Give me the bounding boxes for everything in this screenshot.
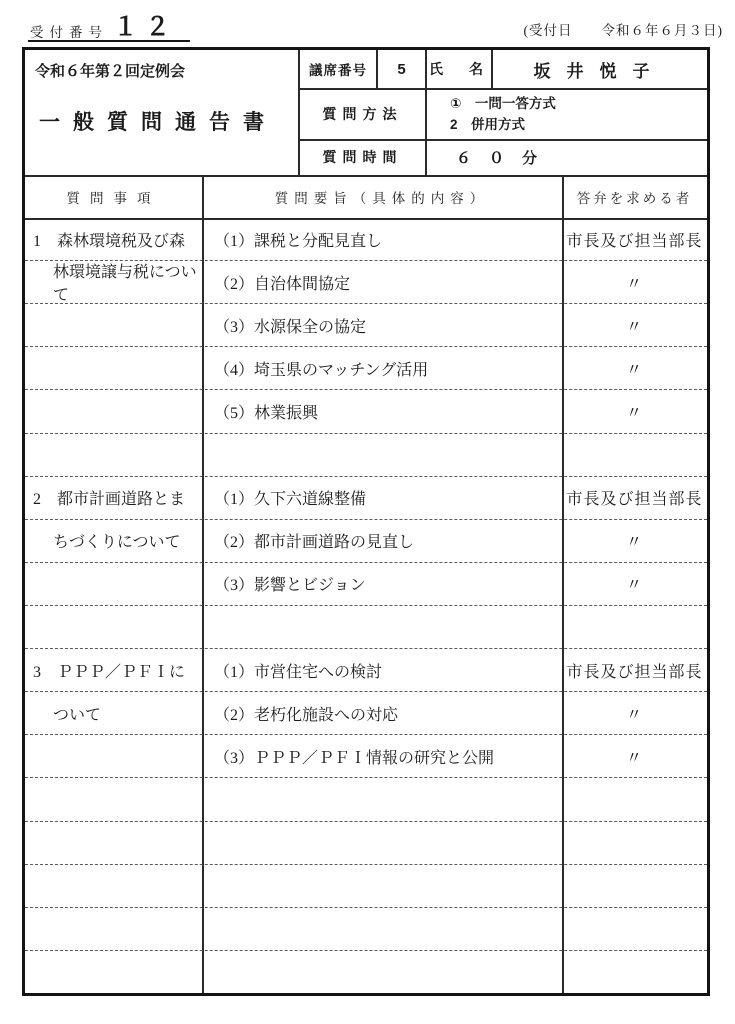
item-cell [25, 606, 202, 648]
table-row [25, 476, 707, 519]
answerer-cell [562, 822, 707, 864]
item-cell [25, 865, 202, 907]
receipt-date: (受付日 令和６年６月３日) [523, 23, 723, 38]
item-cell [25, 778, 202, 820]
answerer-cell [562, 951, 707, 993]
summary-cell [202, 908, 562, 950]
item-cell: ちづくりについて [53, 534, 181, 552]
summary-cell [202, 434, 562, 476]
answerer-cell: 〃 [625, 275, 643, 293]
answerer-cell [562, 606, 707, 648]
table-row [25, 907, 707, 950]
summary-cell: （1）久下六道線整備 [214, 491, 367, 509]
item-cell [25, 304, 202, 346]
receipt-number-underline [28, 40, 190, 42]
table-row [25, 605, 707, 648]
table-row [25, 218, 707, 260]
table-row [25, 777, 707, 820]
form-table [22, 47, 710, 996]
item-cell [25, 908, 202, 950]
question-rows [25, 218, 707, 993]
answerer-cell: 〃 [625, 318, 643, 336]
table-row [25, 648, 707, 691]
table-row [25, 389, 707, 432]
item-cell [25, 951, 202, 993]
session-title: 令和６年第２回定例会 [35, 62, 186, 80]
table-row [25, 821, 707, 864]
table-row [25, 303, 707, 346]
answerer-cell [562, 908, 707, 950]
answerer-cell: 〃 [625, 404, 643, 422]
summary-cell [202, 865, 562, 907]
summary-cell [202, 951, 562, 993]
summary-cell: （3）影響とビジョン [214, 577, 366, 595]
column-header-summary: 質問要旨（具体的内容） [274, 190, 490, 206]
item-cell [25, 735, 202, 777]
answerer-cell: 〃 [625, 577, 643, 595]
answerer-cell: 市長及び担当部長 [566, 232, 703, 250]
item-cell: 3 ＰＰＰ／ＰＦＩに [33, 663, 186, 681]
question-method-value [426, 88, 707, 139]
summary-cell: （2）自治体間協定 [214, 275, 351, 293]
table-row [25, 346, 707, 389]
item-cell [25, 563, 202, 605]
summary-cell: （4）埼玉県のマッチング活用 [214, 361, 429, 379]
item-cell [25, 434, 202, 476]
summary-cell: （1）市営住宅への検討 [214, 663, 383, 681]
answerer-cell: 〃 [625, 534, 643, 552]
question-method-label: 質問方法 [322, 105, 403, 122]
summary-cell [202, 606, 562, 648]
table-row [25, 260, 707, 303]
answerer-cell: 〃 [625, 749, 643, 767]
summary-cell: （3）水源保全の協定 [214, 318, 367, 336]
summary-cell: （5）林業振興 [214, 404, 319, 422]
item-cell [25, 347, 202, 389]
answerer-cell: 市長及び担当部長 [566, 663, 703, 681]
seat-number-label: 議席番号 [309, 63, 367, 78]
answerer-cell [562, 865, 707, 907]
table-row [25, 433, 707, 476]
table-row [25, 519, 707, 562]
summary-cell: （2）老朽化施設への対応 [214, 706, 399, 724]
answerer-cell [562, 778, 707, 820]
item-cell: 2 都市計画道路とま [33, 491, 186, 509]
receipt-number-value: １２ [113, 13, 178, 41]
summary-cell: （1）課税と分配見直し [214, 232, 383, 250]
name-label: 氏 名 [429, 61, 489, 77]
column-header-answerer: 答弁を求める者 [576, 190, 693, 206]
item-cell [25, 822, 202, 864]
method-option-2: 2 併用方式 [450, 116, 526, 132]
item-cell: 1 森林環境税及び森 [33, 232, 186, 250]
form-title: 一般質問通告書 [39, 111, 277, 134]
summary-cell [202, 822, 562, 864]
summary-cell: （3）ＰＰＰ／ＰＦＩ情報の研究と公開 [214, 749, 495, 767]
table-row [25, 691, 707, 734]
item-cell: 林環境譲与税について [53, 264, 197, 305]
answerer-cell: 市長及び担当部長 [566, 491, 703, 509]
method-option-selected: ① 一問一答方式 [450, 95, 556, 111]
receipt-number-label: 受付番号 [30, 25, 108, 40]
question-time-label: 質問時間 [322, 149, 403, 165]
question-time-value: ６０分 [456, 149, 556, 167]
table-row [25, 864, 707, 907]
summary-cell [202, 778, 562, 820]
item-cell: ついて [53, 706, 102, 724]
summary-cell: （2）都市計画道路の見直し [214, 534, 415, 552]
name-value: 坂井悦子 [533, 61, 666, 81]
item-cell [25, 390, 202, 432]
answerer-cell: 〃 [625, 361, 643, 379]
answerer-cell: 〃 [625, 706, 643, 724]
answerer-cell [562, 434, 707, 476]
seat-number-value: 5 [397, 60, 406, 78]
table-row [25, 734, 707, 777]
table-row [25, 950, 707, 993]
table-row [25, 562, 707, 605]
column-header-item: 質問事項 [66, 190, 161, 206]
